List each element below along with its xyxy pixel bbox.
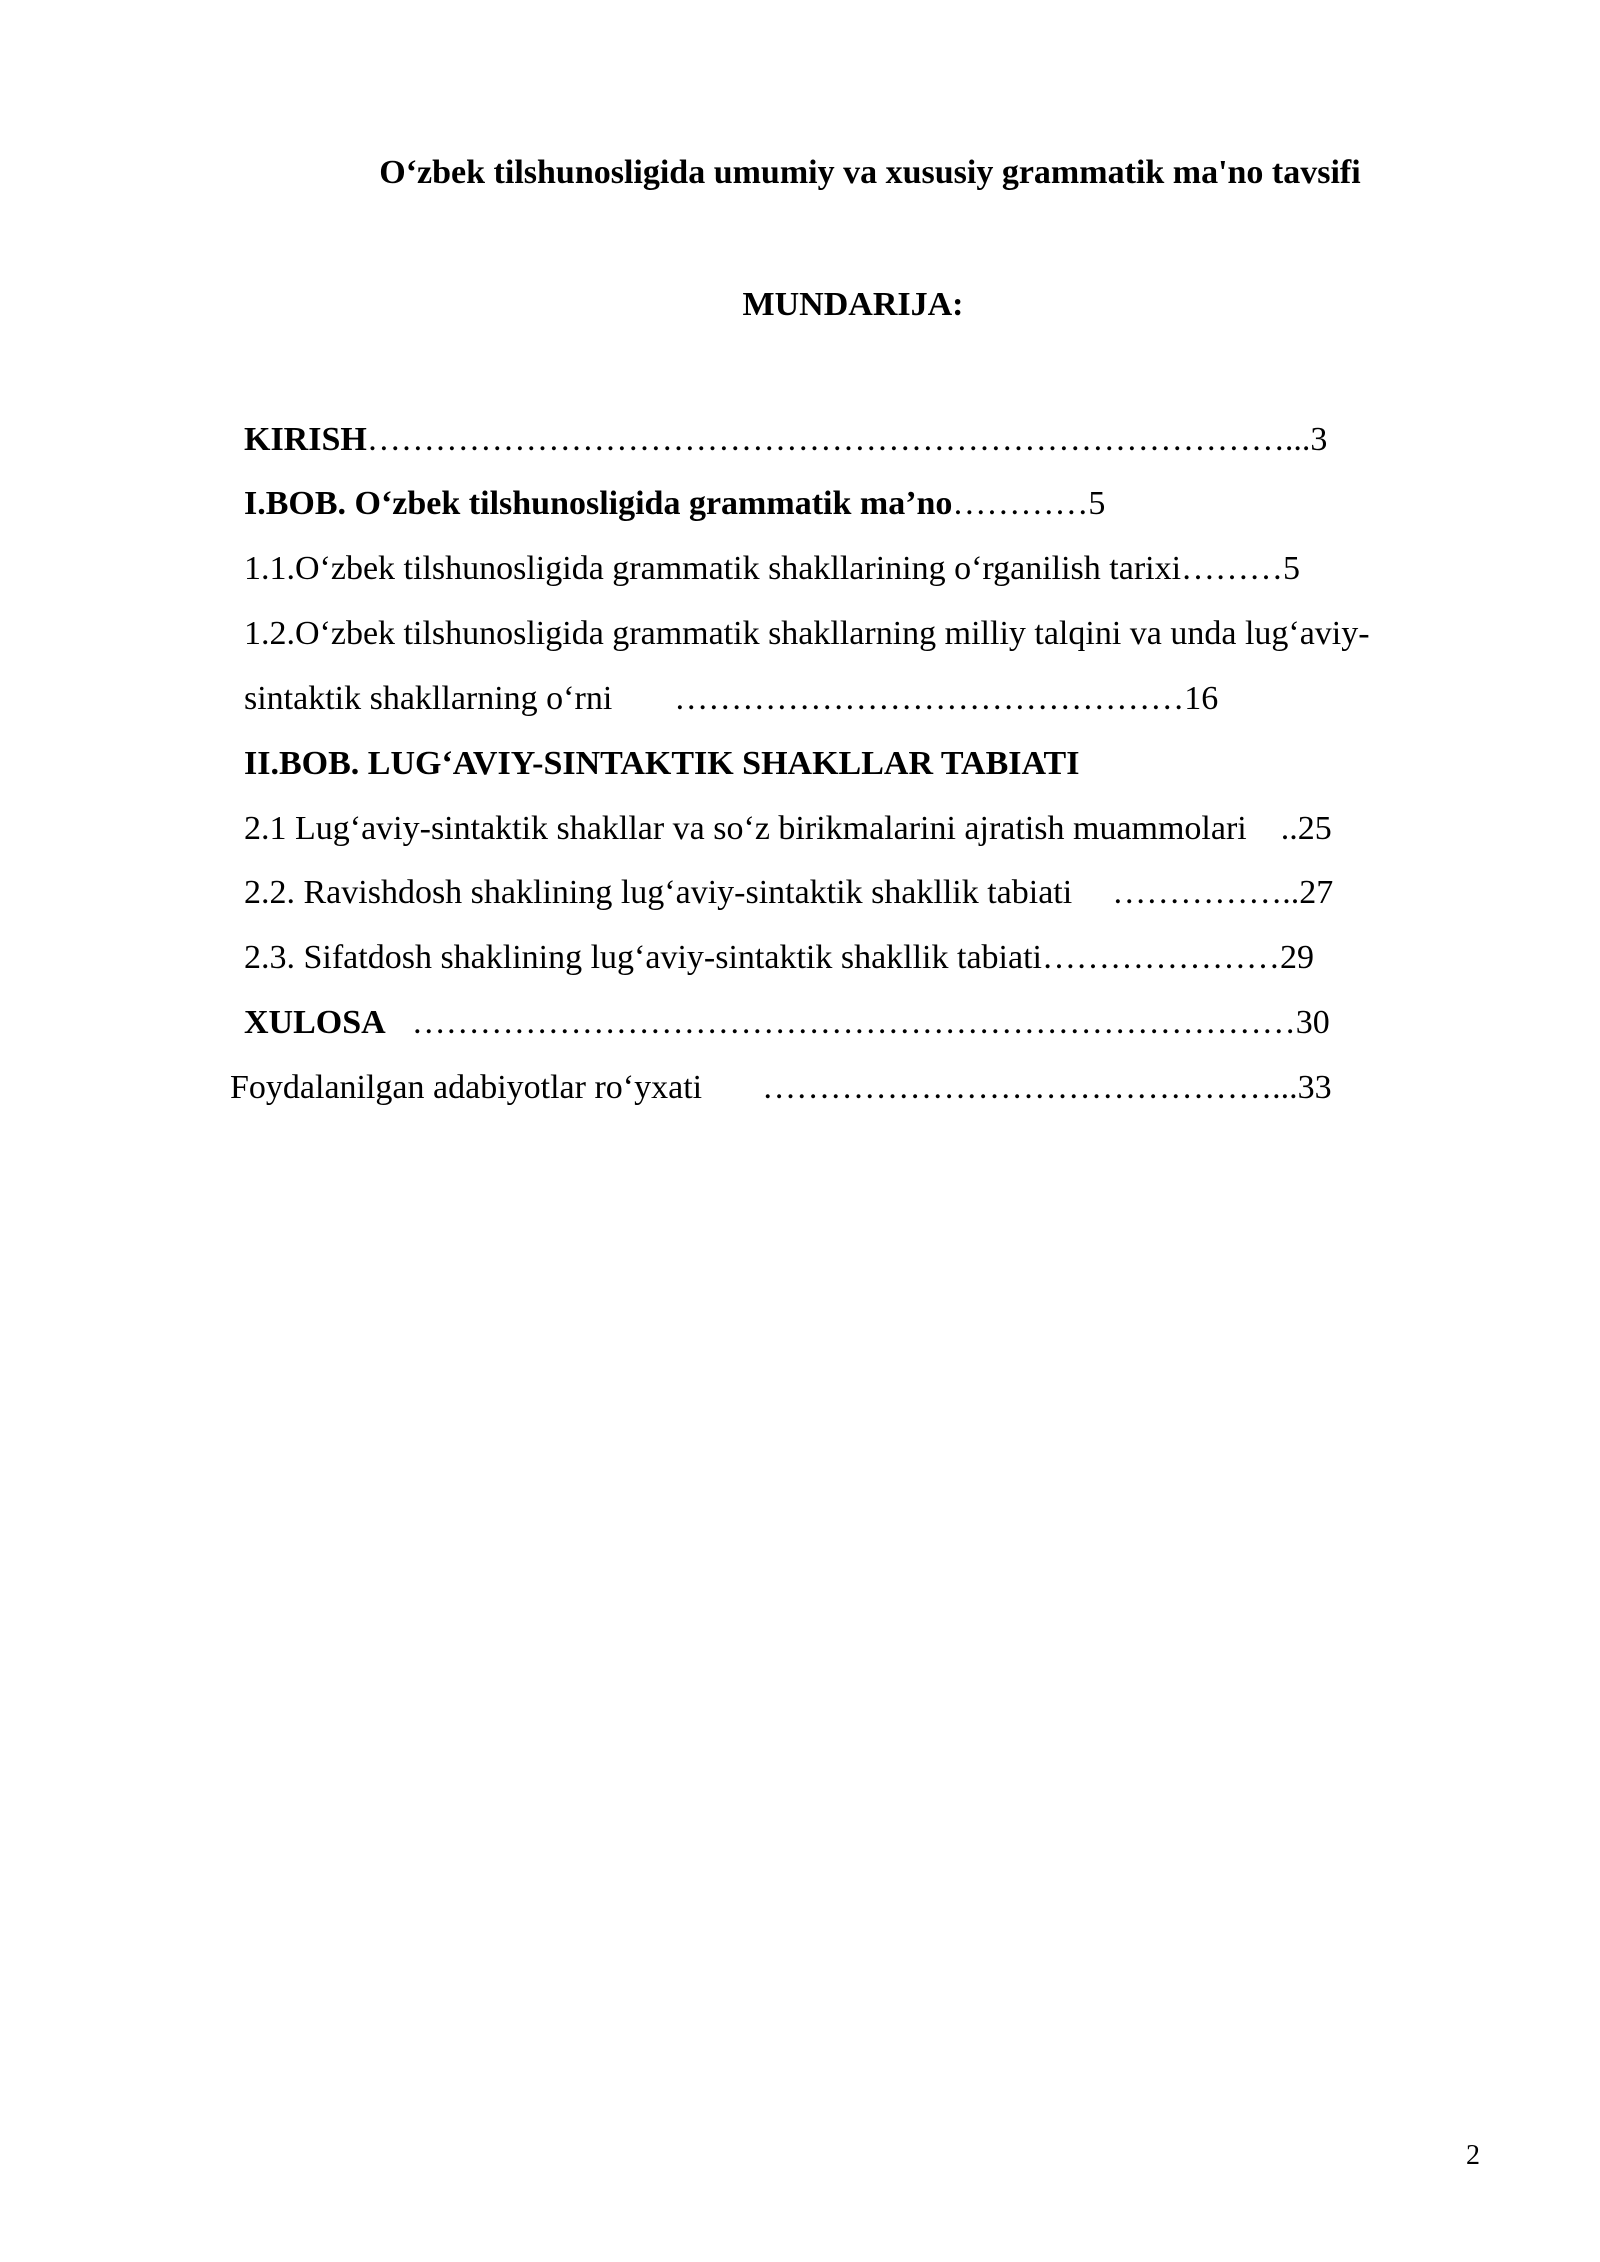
toc-page-number: 3 [1310, 421, 1328, 458]
toc-leader: ……………………………………… [674, 680, 1185, 717]
toc-page-number: 29 [1279, 939, 1314, 976]
document-title: O‘zbek tilshunosligida umumiy va xususiy grammatik ma'no tavsifi [379, 154, 1361, 191]
toc-entry-title: XULOSA [244, 1004, 386, 1041]
toc-entry-1-1 [244, 549, 1300, 589]
toc-leader: …………………………………………………………………… [411, 1004, 1296, 1041]
toc-entry-1-2 [244, 614, 1370, 654]
toc-leader: ………… [952, 485, 1089, 522]
toc-entry-title: 1.1.O‘zbek tilshunosligida grammatik shakllarining o‘rganilish tarixi [244, 550, 1182, 587]
toc-leader: .. [1280, 810, 1298, 847]
toc-page-number: 5 [1283, 550, 1301, 587]
toc-entry-title: 2.1 Lug‘aviy-sintaktik shakllar va so‘z birikmalarini ajratish muammolari [244, 810, 1247, 847]
toc-page-number: 30 [1295, 1004, 1330, 1041]
toc-page-number: 16 [1184, 680, 1219, 717]
toc-leader: ………………………………………... [762, 1069, 1298, 1106]
toc-entry-title-continued: sintaktik shakllarning o‘rni [244, 680, 613, 717]
toc-entry-title: KIRISH [244, 421, 367, 458]
toc-page-number: 27 [1299, 874, 1334, 911]
toc-entry-2-3 [244, 938, 1314, 978]
toc-entry-title: 2.3. Sifatdosh shaklining lug‘aviy-sintaktik shakllik tabiati [244, 939, 1042, 976]
toc-entry-2-1 [244, 809, 1332, 849]
toc-page-number: 33 [1297, 1069, 1332, 1106]
toc-entry-title: 2.2. Ravishdosh shaklining lug‘aviy-sintaktik shakllik tabiati [244, 874, 1073, 911]
toc-entry-2-2 [244, 873, 1333, 913]
toc-leader: ………………… [1041, 939, 1280, 976]
toc-page-number: 25 [1297, 810, 1332, 847]
page-number: 2 [1466, 2140, 1480, 2171]
toc-entry-kirish [244, 420, 1327, 460]
toc-leader: …………….. [1112, 874, 1300, 911]
toc-entry-title: 1.2.O‘zbek tilshunosligida grammatik shakllarning milliy talqini va unda lug‘aviy- [244, 615, 1370, 652]
toc-page-number: 5 [1088, 485, 1106, 522]
toc-entry-bibliography [230, 1068, 1332, 1108]
toc-entry-title: I.BOB. O‘zbek tilshunosligida grammatik ma’no [244, 485, 953, 522]
toc-entry-chapter-2 [244, 744, 1079, 784]
toc-entry-1-2-continued [244, 679, 1218, 719]
toc-entry-xulosa [244, 1003, 1330, 1043]
contents-heading: MUNDARIJA: [742, 286, 964, 323]
toc-leader: ……… [1181, 550, 1284, 587]
toc-entry-chapter-1 [244, 484, 1105, 524]
toc-leader: ………………………………………………………………………... [366, 421, 1311, 458]
toc-entry-title: II.BOB. LUG‘AVIY-SINTAKTIK SHAKLLAR TABIATI [244, 745, 1080, 782]
toc-entry-title: Foydalanilgan adabiyotlar ro‘yxati [230, 1069, 703, 1106]
